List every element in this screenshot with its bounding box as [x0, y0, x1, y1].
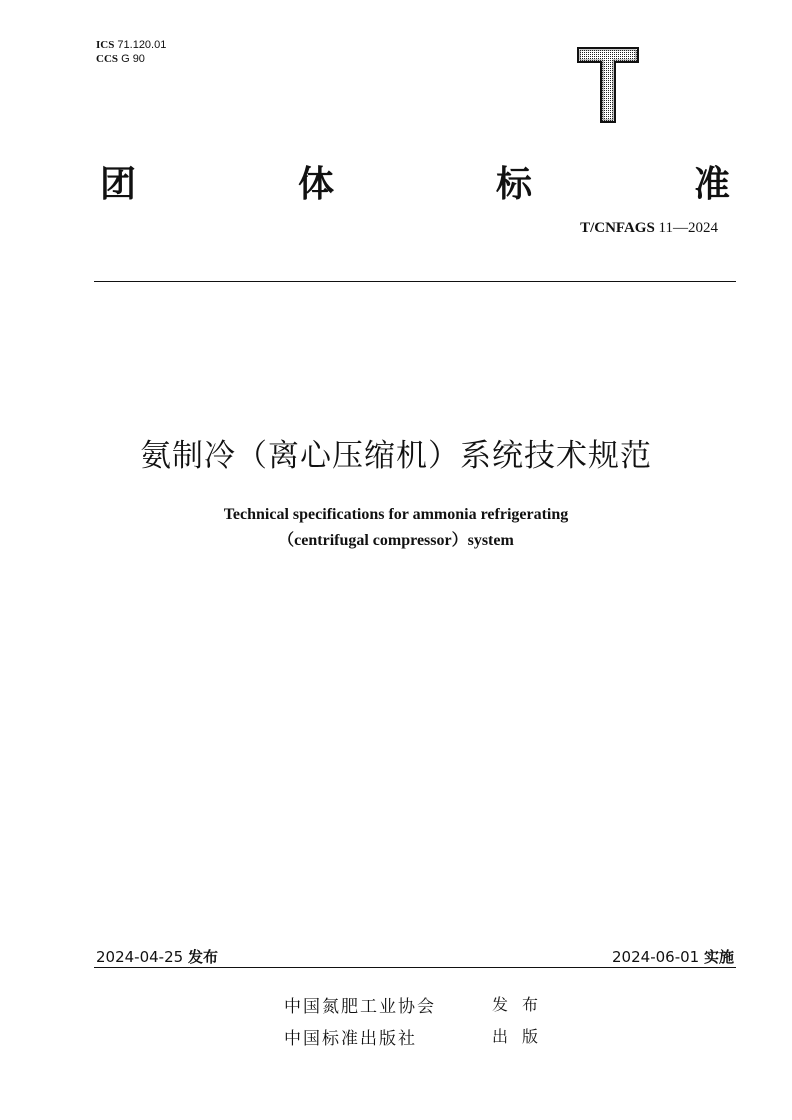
publisher-action: 发布 [492, 995, 553, 1014]
publisher-action: 出版 [492, 1027, 553, 1046]
standard-code-number: 11—2024 [658, 220, 718, 236]
implement-date-label: 实施 [703, 948, 734, 966]
top-divider [94, 281, 736, 282]
title-chinese: 氨制冷（离心压缩机）系统技术规范 [140, 438, 652, 474]
standard-code [580, 220, 718, 237]
standard-type-char: 标 [495, 164, 532, 205]
publish-date-label: 发布 [187, 948, 218, 966]
t-logo-icon [574, 44, 642, 126]
ccs-label: CCS [96, 53, 119, 65]
ics-code [96, 38, 166, 52]
ccs-value: G 90 [121, 53, 145, 65]
standard-type-char: 团 [100, 164, 137, 205]
implement-date [612, 946, 734, 967]
publish-date [96, 946, 218, 967]
ccs-code [96, 52, 166, 66]
ics-value: 71.120.01 [117, 39, 167, 51]
title-english-line2: （centrifugal compressor）system [278, 532, 514, 549]
title-english [0, 502, 792, 554]
standard-type-char: 准 [693, 164, 730, 205]
standard-type-char: 体 [297, 164, 334, 205]
ics-label: ICS [96, 39, 115, 51]
publish-date-value: 2024-04-25 [96, 948, 184, 966]
publisher-org: 中国标准出版社 [284, 1029, 417, 1049]
standard-type-heading [100, 156, 730, 204]
implement-date-value: 2024-06-01 [612, 948, 700, 966]
publisher-org: 中国氮肥工业协会 [284, 997, 436, 1017]
standard-code-prefix: T/CNFAGS [580, 220, 655, 236]
title-english-line1: Technical specifications for ammonia refrigerating [223, 506, 569, 523]
bottom-divider [94, 967, 736, 968]
classification-codes [96, 38, 166, 66]
